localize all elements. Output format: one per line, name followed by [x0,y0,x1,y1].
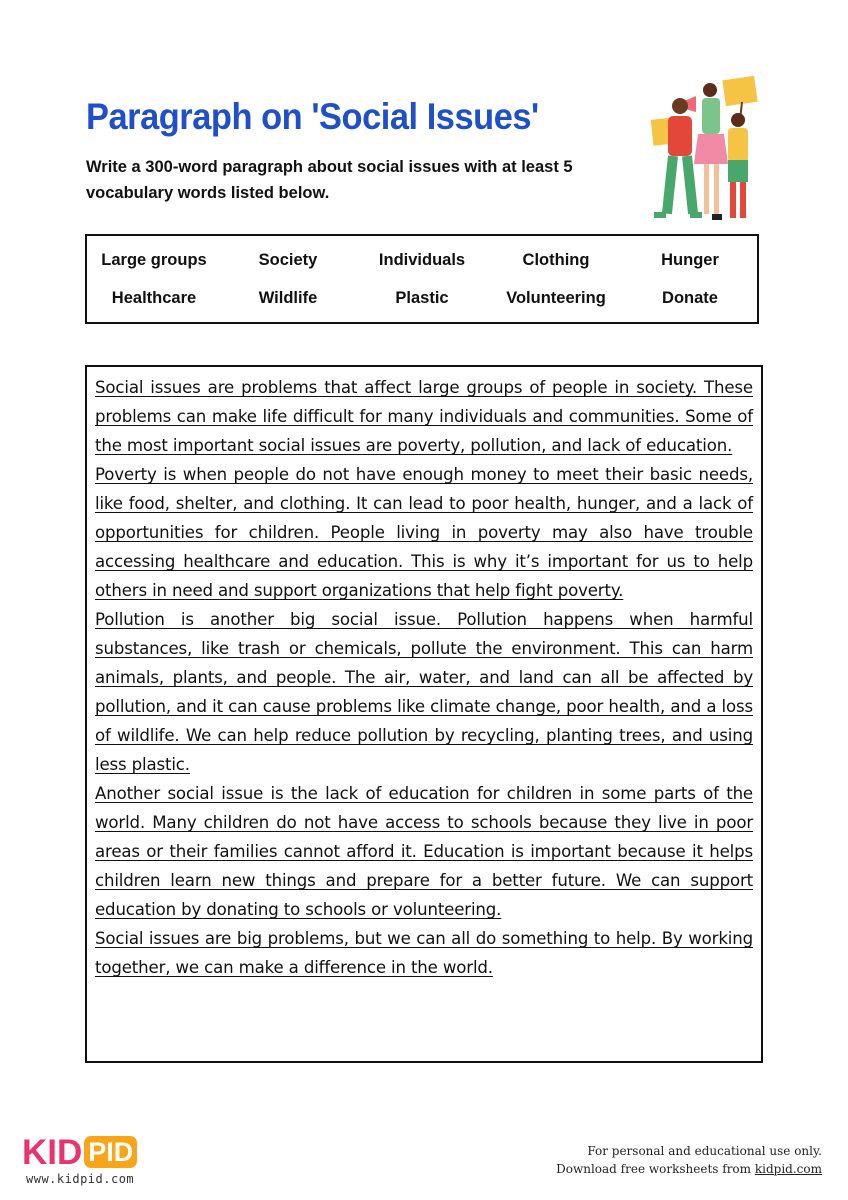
instructions: Write a 300-word paragraph about social issues with at least 5 vocabulary words listed below. [86,158,573,202]
logo-pid-text: PID [84,1136,137,1168]
paragraph: Another social issue is the lack of education for children in some parts of the world. Many children do not have access to schools because they live in poor areas or their families cannot afford it. Education is important because it helps children learn new things and prepare for a better future. We can support education by donating to schools or volunteering. [95,784,753,919]
logo-kid-text: KID [22,1133,83,1172]
footer-line2 [556,1160,822,1178]
footer-link[interactable]: kidpid.com [754,1162,822,1176]
footer-line2-prefix: Download free worksheets from [556,1162,755,1176]
vocab-word: Hunger [661,251,719,269]
footer-line1: For personal and educational use only. [587,1144,822,1158]
protesters-illustration-icon [642,72,772,228]
vocab-word: Clothing [522,251,590,269]
paragraph: Pollution is another big social issue. Pollution happens when harmful substances, like trash or chemicals, pollute the environment. This can harm animals, plants, and people. The air, water, and land can all be affected by pollution, and it can cause problems like climate change, poor health, and a loss of wildlife. We can help reduce pollution by recycling, planting trees, and using less plastic. [95,610,753,774]
paragraph: Social issues are problems that affect large groups of people in society. These problems can make life difficult for many individuals and communities. Some of the most important social issues are poverty, pollution, and lack of education. [95,378,753,455]
logo-url: www.kidpid.com [26,1172,135,1186]
page-title: Paragraph on 'Social Issues' [86,96,539,137]
vocab-word: Individuals [378,251,466,269]
vocabulary-grid [87,250,757,308]
vocab-word: Donate [662,289,718,307]
vocab-word: Large groups [101,251,207,269]
paragraph-box [85,365,763,1063]
vocab-word: Wildlife [258,289,318,307]
vocab-word: Healthcare [111,289,197,307]
vocab-word: Society [258,251,318,269]
vocab-word: Plastic [395,289,449,307]
paragraph-text [95,373,753,982]
kidpid-logo [22,1134,137,1174]
footer-note [556,1142,822,1178]
vocabulary-box [85,234,759,324]
paragraph: Poverty is when people do not have enough money to meet their basic needs, like food, shelter, and clothing. It can lead to poor health, hunger, and a lack of opportunities for children. People living in poverty may also have trouble accessing healthcare and education. This is why it’s important for us to help others in need and support organizations that help fight poverty. [95,465,753,600]
paragraph: Social issues are big problems, but we can all do something to help. By working together, we can make a difference in the world. [95,929,753,977]
vocab-word: Volunteering [506,289,606,307]
